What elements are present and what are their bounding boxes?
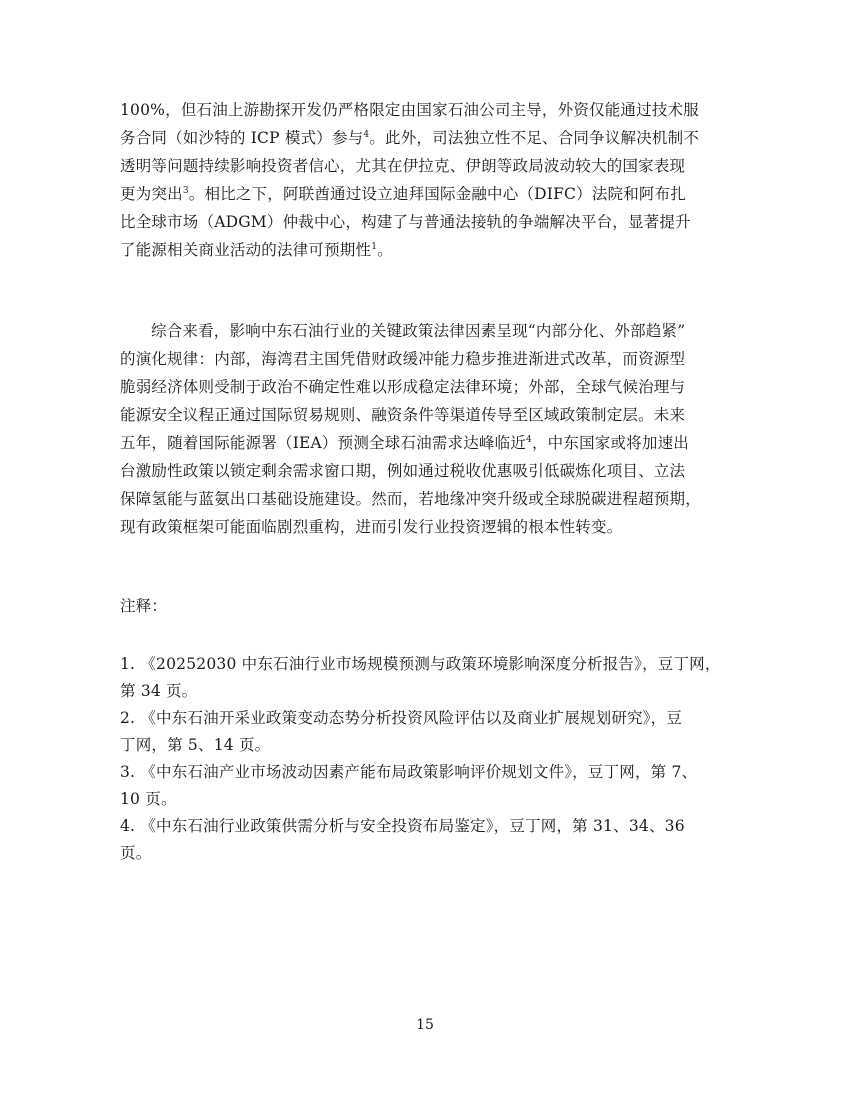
text-line: 透明等问题持续影响投资者信心，尤其在伊拉克、伊朗等政局波动较大的国家表现 <box>120 157 686 175</box>
text-line: 能源安全议程正通过国际贸易规则、融资条件等渠道传导至区域政策制定层。未来 <box>120 406 686 424</box>
text-line: 脆弱经济体则受制于政治不确定性难以形成稳定法律环境；外部，全球气候治理与 <box>120 378 686 396</box>
footnote-ref: 3 <box>182 186 189 196</box>
note-line: 2. 《中东石油开采业政策变动态势分析投资风险评估以及商业扩展规划研究》，豆 <box>120 709 683 727</box>
text-line: 保障氢能与蓝氨出口基础设施建设。然而，若地缘冲突升级或全球脱碳进程超预期， <box>120 490 701 508</box>
footnote-ref: 4 <box>363 130 370 140</box>
notes-heading <box>120 592 740 620</box>
text-line: 现有政策框架可能面临剧烈重构，进而引发行业投资逻辑的根本性转变。 <box>120 518 623 536</box>
text-line: 综合来看，影响中东石油行业的关键政策法律因素呈现“内部分化、外部趋紧” <box>151 322 686 340</box>
text-line <box>120 180 740 208</box>
text-line: 100%，但石油上游勘探开发仍严格限定由国家石油公司主导，外资仅能通过技术服 <box>120 101 699 119</box>
text-segment: 务合同（如沙特的 ICP 模式）参与 <box>120 129 364 147</box>
note-line: 4. 《中东石油行业政策供需分析与安全投资布局鉴定》，豆丁网，第 31、34、36 <box>120 817 685 835</box>
text-line: 的演化规律：内部，海湾君主国凭借财政缓冲能力稳步推进渐进式改革，而资源型 <box>120 350 686 368</box>
body-paragraph-1 <box>120 96 740 264</box>
notes-heading-text: 注释： <box>120 597 168 615</box>
note-line: 丁网，第 5、14 页。 <box>120 736 271 754</box>
text-segment: 。此外，司法独立性不足、合同争议解决机制不 <box>369 129 700 147</box>
note-line: 1. 《20252030 中东石油行业市场规模预测与政策环境影响深度分析报告》，豆丁网， <box>120 655 721 673</box>
body-paragraph-2 <box>120 317 740 541</box>
text-line <box>120 429 740 457</box>
text-segment: 了能源相关商业活动的法律可预期性 <box>120 241 372 259</box>
note-line: 3. 《中东石油产业市场波动因素产能布局政策影响评价规划文件》，豆丁网，第 7、 <box>120 763 698 781</box>
footnote-ref: 1 <box>371 242 378 252</box>
note-line: 10 页。 <box>120 790 177 808</box>
text-line: 台激励性政策以锁定剩余需求窗口期，例如通过税收优惠吸引低碳炼化项目、立法 <box>120 462 686 480</box>
text-segment: 更为突出 <box>120 185 183 203</box>
note-line: 第 34 页。 <box>120 682 198 700</box>
text-line: 比全球市场（ADGM）仲裁中心，构建了与普通法接轨的争端解决平台，显著提升 <box>120 213 691 231</box>
notes-list <box>120 650 740 866</box>
note-line: 页。 <box>120 844 152 862</box>
footnote-ref: 4 <box>526 435 532 445</box>
text-segment: 五年，随着国际能源署（IEA）预测全球石油需求达峰临近 <box>120 434 527 452</box>
text-line <box>120 124 740 152</box>
text-segment: 。 <box>377 241 393 259</box>
text-segment: ，中东国家或将加速出 <box>531 434 689 452</box>
text-segment: 。相比之下，阿联酋通过设立迪拜国际金融中心（DIFC）法院和阿布扎 <box>188 185 687 203</box>
text-line <box>120 236 740 264</box>
page-number: 15 <box>416 1017 434 1033</box>
